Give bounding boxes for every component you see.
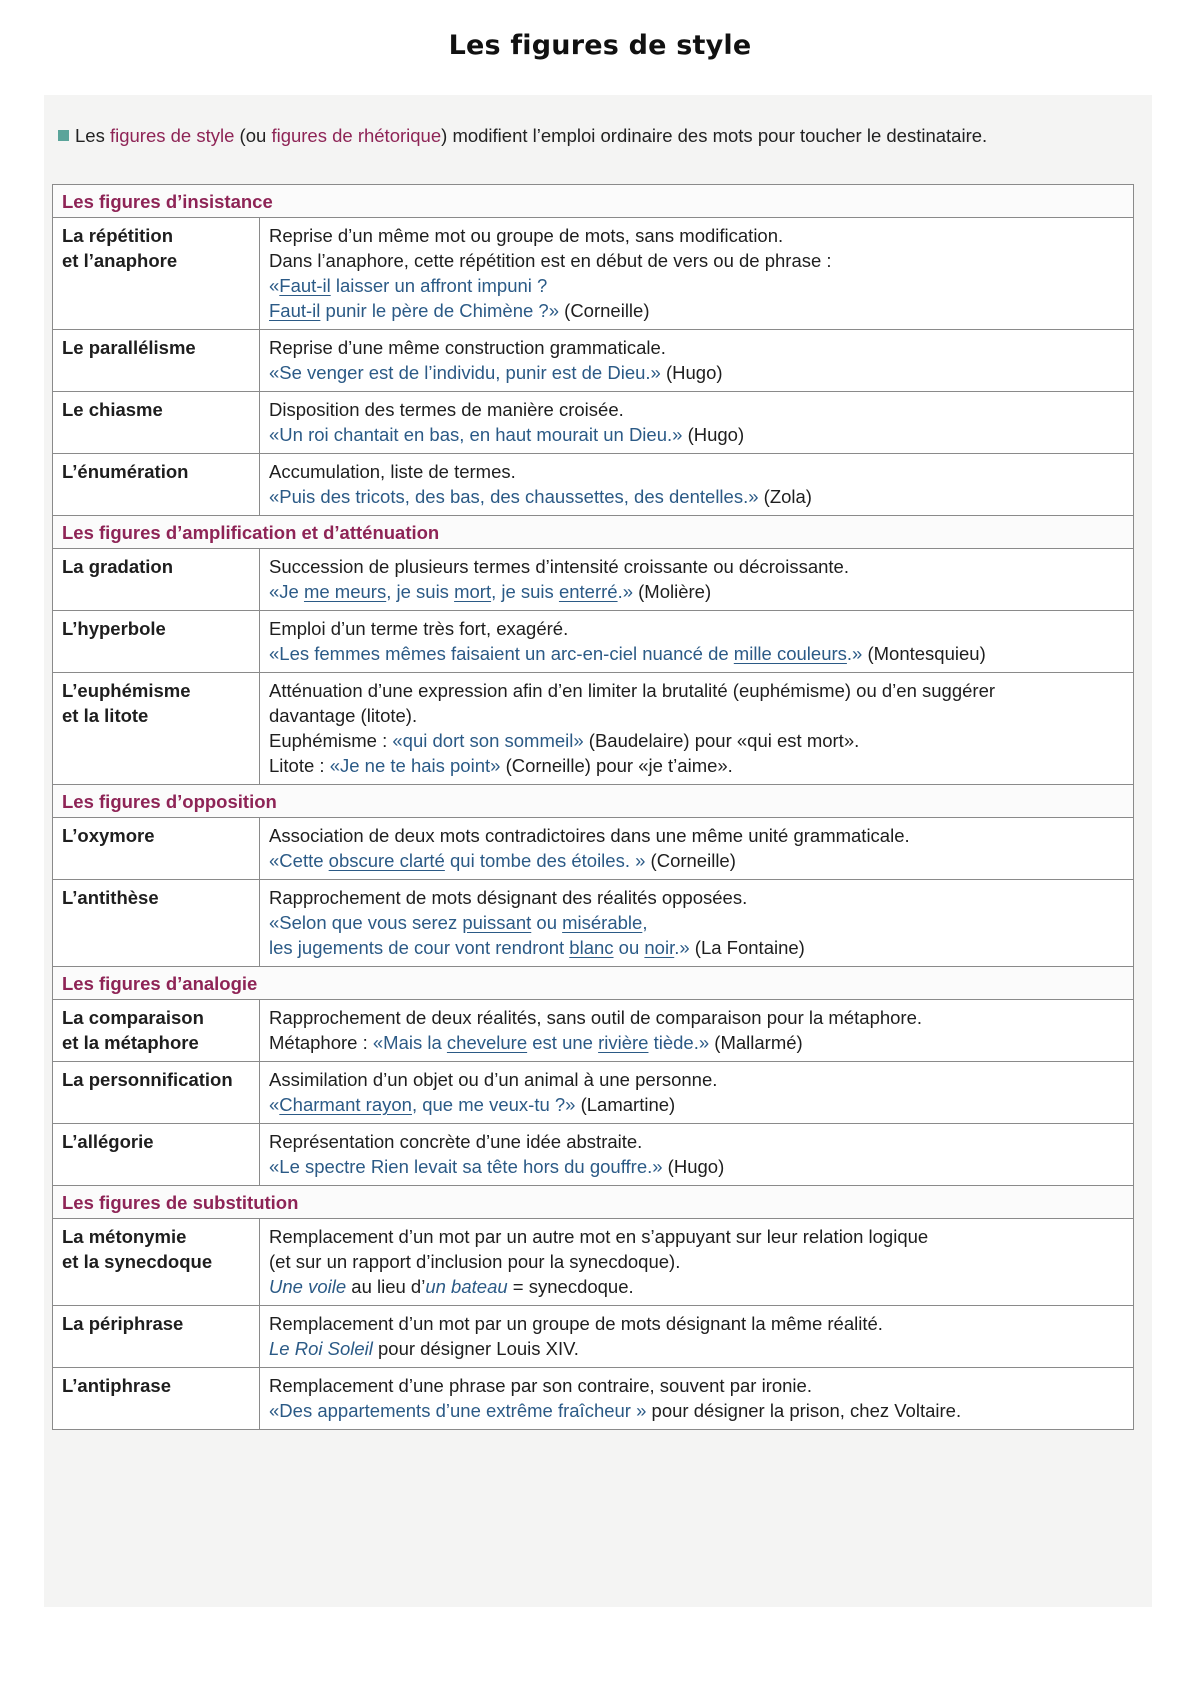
table-row [53, 1000, 1134, 1062]
example-quote: «Cette obscure clarté qui tombe des étoiles. » [269, 850, 646, 871]
example-quote: «Je ne te hais point» [329, 755, 501, 776]
figure-definition: Atténuation d’une expression afin d’en limiter la brutalité (euphémisme) ou d’en suggérer davantage (litote). Euphémisme : «qui dort son sommeil» (Baudelaire) pour «qui est mort». Litote : «Je ne te hais point» (Corneille) pour «je t’aime». [260, 673, 1134, 785]
section-opposition [53, 785, 1134, 818]
section-title: Les figures de substitution [53, 1186, 1134, 1219]
figure-name: L’hyperbole [53, 611, 260, 673]
figure-name: Le chiasme [53, 392, 260, 454]
section-analogie [53, 967, 1134, 1000]
figure-definition: Emploi d’un terme très fort, exagéré. «Les femmes mêmes faisaient un arc-en-ciel nuancé de mille couleurs.» (Montesquieu) [260, 611, 1134, 673]
figure-name: L’oxymore [53, 818, 260, 880]
section-title: Les figures d’opposition [53, 785, 1134, 818]
section-title: Les figures d’insistance [53, 185, 1134, 218]
example-quote: «Selon que vous serez puissant ou misérable, [269, 912, 648, 933]
example-quote: «Je me meurs, je suis mort, je suis enterré.» [269, 581, 633, 602]
figure-definition: Association de deux mots contradictoires dans une même unité grammaticale. «Cette obscure clarté qui tombe des étoiles. » (Corneille) [260, 818, 1134, 880]
figure-name: L’antiphrase [53, 1368, 260, 1430]
figure-name: L’antithèse [53, 880, 260, 967]
figure-name: L’euphémisme et la litote [53, 673, 260, 785]
figure-name: La gradation [53, 549, 260, 611]
figure-definition: Disposition des termes de manière croisée. «Un roi chantait en bas, en haut mourait un Dieu.» (Hugo) [260, 392, 1134, 454]
figure-name: L’allégorie [53, 1124, 260, 1186]
example-quote: «Puis des tricots, des bas, des chaussettes, des dentelles.» [269, 486, 759, 507]
example: Une voile au lieu d’un bateau = synecdoque. [269, 1276, 634, 1297]
example-quote: «Des appartements d’une extrême fraîcheur » [269, 1400, 647, 1421]
figure-definition: Assimilation d’un objet ou d’un animal à une personne. «Charmant rayon, que me veux-tu ?» (Lamartine) [260, 1062, 1134, 1124]
example-quote: «Se venger est de l’individu, punir est de Dieu.» [269, 362, 661, 383]
example-quote: «Les femmes mêmes faisaient un arc-en-ciel nuancé de mille couleurs.» [269, 643, 863, 664]
section-amplification [53, 516, 1134, 549]
table-row [53, 673, 1134, 785]
example-quote: «Mais la chevelure est une rivière tiède.» [372, 1032, 710, 1053]
figure-name: La périphrase [53, 1306, 260, 1368]
table-row [53, 218, 1134, 330]
table-row [53, 549, 1134, 611]
figure-definition: Rapprochement de mots désignant des réalités opposées. «Selon que vous serez puissant ou misérable, les jugements de cour vont rendront blanc ou noir.» (La Fontaine) [260, 880, 1134, 967]
table-row [53, 392, 1134, 454]
figure-definition: Remplacement d’une phrase par son contraire, souvent par ironie. «Des appartements d’une extrême fraîcheur » pour désigner la prison, chez Voltaire. [260, 1368, 1134, 1430]
page-title: Les figures de style [448, 30, 752, 61]
figure-definition: Remplacement d’un mot par un autre mot en s’appuyant sur leur relation logique (et sur un rapport d’inclusion pour la synecdoque). Une voile au lieu d’un bateau = synecdoque. [260, 1219, 1134, 1306]
section-insistance [53, 185, 1134, 218]
table-row [53, 1062, 1134, 1124]
figure-definition: Rapprochement de deux réalités, sans outil de comparaison pour la métaphore. Métaphore : «Mais la chevelure est une rivière tiède.» (Mallarmé) [260, 1000, 1134, 1062]
figure-name: L’énumération [53, 454, 260, 516]
table-row [53, 330, 1134, 392]
figure-name: La métonymie et la synecdoque [53, 1219, 260, 1306]
example-quote: «Charmant rayon, que me veux-tu ?» [269, 1094, 576, 1115]
example-quote: «qui dort son sommeil» [392, 730, 584, 751]
figure-name: La répétition et l’anaphore [53, 218, 260, 330]
figure-definition: Reprise d’un même mot ou groupe de mots, sans modification. Dans l’anaphore, cette répétition est en début de vers ou de phrase : «Faut-il laisser un affront impuni ? Faut-il punir le père de Chimène ?» (Corneille) [260, 218, 1134, 330]
figure-definition: Accumulation, liste de termes. «Puis des tricots, des bas, des chaussettes, des dentelles.» (Zola) [260, 454, 1134, 516]
table-row [53, 818, 1134, 880]
table-row [53, 1306, 1134, 1368]
example-quote: «Le spectre Rien levait sa tête hors du gouffre.» [269, 1156, 663, 1177]
figure-definition: Représentation concrète d’une idée abstraite. «Le spectre Rien levait sa tête hors du gouffre.» (Hugo) [260, 1124, 1134, 1186]
table-row [53, 454, 1134, 516]
intro-paragraph: Les figures de style (ou figures de rhétorique) modifient l’emploi ordinaire des mots pour toucher le destinataire. [58, 124, 1148, 148]
figure-name: Le parallélisme [53, 330, 260, 392]
example-quote: «Un roi chantait en bas, en haut mourait un Dieu.» [269, 424, 683, 445]
section-substitution [53, 1186, 1134, 1219]
example-quote: «Faut-il laisser un affront impuni ? [269, 275, 548, 296]
figure-name: La personnification [53, 1062, 260, 1124]
section-title: Les figures d’amplification et d’atténuation [53, 516, 1134, 549]
table-row [53, 1368, 1134, 1430]
table-row [53, 611, 1134, 673]
table-row [53, 1219, 1134, 1306]
figure-definition: Remplacement d’un mot par un groupe de mots désignant la même réalité. Le Roi Soleil pour désigner Louis XIV. [260, 1306, 1134, 1368]
example: Le Roi Soleil pour désigner Louis XIV. [269, 1338, 579, 1359]
table-row [53, 880, 1134, 967]
section-title: Les figures d’analogie [53, 967, 1134, 1000]
figure-definition: Succession de plusieurs termes d’intensité croissante ou décroissante. «Je me meurs, je suis mort, je suis enterré.» (Molière) [260, 549, 1134, 611]
figure-definition: Reprise d’une même construction grammaticale. «Se venger est de l’individu, punir est de Dieu.» (Hugo) [260, 330, 1134, 392]
table-row [53, 1124, 1134, 1186]
figure-name: La comparaison et la métaphore [53, 1000, 260, 1062]
figures-table [52, 184, 1134, 1430]
bullet-square-icon [58, 130, 69, 141]
